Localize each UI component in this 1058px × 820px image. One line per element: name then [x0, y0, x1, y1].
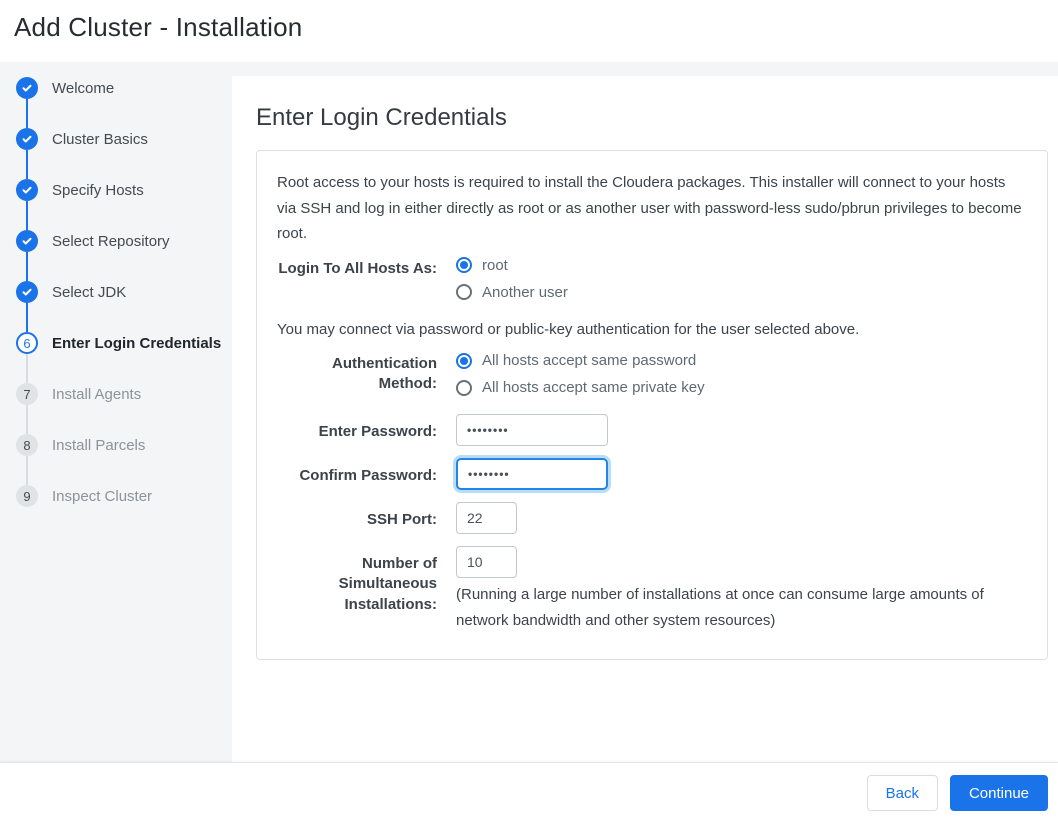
- ssh-port-field[interactable]: [456, 502, 517, 534]
- step-label: Install Parcels: [52, 436, 146, 454]
- step-select-jdk[interactable]: [0, 281, 232, 303]
- radio-selected-icon[interactable]: [456, 353, 472, 369]
- step-welcome[interactable]: [0, 77, 232, 99]
- content-panel: [232, 76, 1058, 762]
- step-install-agents[interactable]: [0, 383, 232, 405]
- content-area: [232, 62, 1058, 762]
- step-install-parcels[interactable]: [0, 434, 232, 456]
- intro-text: Root access to your hosts is required to install the Cloudera packages. This installer will connect to your hosts via SSH and log in either directly as root or as another user with password-less sudo/pbrun privileges to become root.: [277, 174, 1022, 242]
- step-specify-hosts[interactable]: [0, 179, 232, 201]
- step-label: Welcome: [52, 79, 115, 97]
- step-label: Select Repository: [52, 232, 170, 250]
- step-number-badge: 7: [16, 383, 38, 405]
- section-heading: Enter Login Credentials: [256, 104, 507, 131]
- step-enter-login-credentials[interactable]: [0, 332, 232, 354]
- confirm-password-label: Confirm Password:: [299, 467, 437, 484]
- check-icon: [16, 128, 38, 150]
- simultaneous-installations-label: Number of Simultaneous Installations:: [338, 555, 437, 613]
- step-connector: [26, 150, 28, 179]
- check-icon: [16, 281, 38, 303]
- radio-label: Another user: [482, 283, 568, 301]
- step-cluster-basics[interactable]: [0, 128, 232, 150]
- step-number-badge: 6: [16, 332, 38, 354]
- simultaneous-installations-row: [277, 546, 1027, 633]
- radio-same-private-key[interactable]: [456, 379, 1027, 396]
- step-label: Inspect Cluster: [52, 487, 153, 505]
- simultaneous-installations-note: (Running a large number of installations at once can consume large amounts of network bandwidth and other system resources): [456, 586, 984, 629]
- page-title: Add Cluster - Installation: [14, 12, 303, 42]
- radio-selected-icon[interactable]: [456, 257, 472, 273]
- radio-unselected-icon[interactable]: [456, 380, 472, 396]
- radio-label: All hosts accept same private key: [482, 379, 705, 396]
- step-label: Select JDK: [52, 283, 127, 301]
- step-number-badge: 8: [16, 434, 38, 456]
- simultaneous-installations-field[interactable]: [456, 546, 517, 578]
- step-label: Specify Hosts: [52, 181, 144, 199]
- continue-button[interactable]: Continue: [950, 775, 1048, 811]
- step-select-repository[interactable]: [0, 230, 232, 252]
- back-button[interactable]: Back: [867, 775, 938, 811]
- step-connector: [26, 456, 28, 485]
- radio-root[interactable]: [456, 257, 1027, 274]
- step-label: Install Agents: [52, 385, 142, 403]
- step-connector: [26, 99, 28, 128]
- login-as-options: [456, 257, 1027, 301]
- login-as-row: [277, 257, 1027, 301]
- step-label: Enter Login Credentials: [52, 334, 222, 352]
- step-number-badge: 9: [16, 485, 38, 507]
- radio-label: root: [482, 256, 508, 274]
- auth-method-options: [456, 352, 1027, 396]
- step-connector: [26, 201, 28, 230]
- step-label: Cluster Basics: [52, 130, 148, 148]
- radio-unselected-icon[interactable]: [456, 284, 472, 300]
- confirm-password-row: [277, 458, 1027, 490]
- enter-password-row: [277, 414, 1027, 446]
- enter-password-label: Enter Password:: [318, 423, 437, 440]
- step-connector: [26, 303, 28, 332]
- app-header: [0, 0, 1058, 62]
- auth-note-text: You may connect via password or public-key authentication for the user selected above.: [277, 320, 860, 338]
- radio-same-password[interactable]: [456, 352, 1027, 369]
- login-as-label: Login To All Hosts As:: [278, 259, 437, 277]
- auth-method-label: Authentication Method:: [332, 355, 437, 393]
- check-icon: [16, 179, 38, 201]
- ssh-port-label: SSH Port:: [366, 511, 437, 528]
- step-connector: [26, 354, 28, 383]
- radio-another-user[interactable]: [456, 284, 1027, 301]
- enter-password-field[interactable]: [456, 414, 608, 446]
- wizard-stepper: [0, 62, 232, 762]
- confirm-password-field[interactable]: [456, 458, 608, 490]
- step-inspect-cluster[interactable]: [0, 485, 232, 507]
- step-connector: [26, 252, 28, 281]
- step-connector: [26, 405, 28, 434]
- check-icon: [16, 230, 38, 252]
- wizard-footer: [0, 762, 1058, 820]
- ssh-port-row: [277, 502, 1027, 534]
- check-icon: [16, 77, 38, 99]
- credentials-card: [256, 150, 1048, 660]
- radio-label: All hosts accept same password: [482, 352, 697, 369]
- auth-method-row: [277, 352, 1027, 396]
